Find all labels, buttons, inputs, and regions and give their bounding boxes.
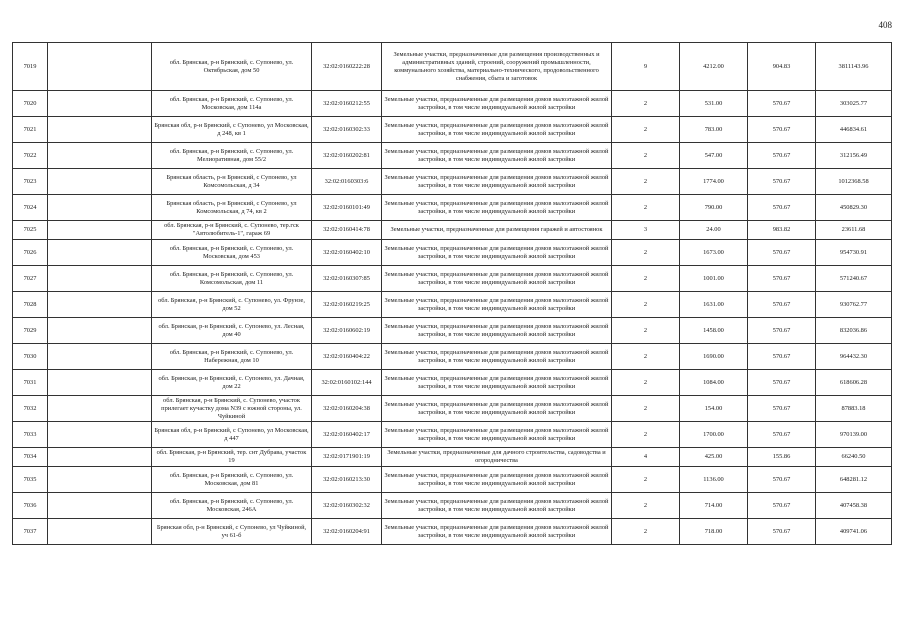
cadastral-value-cell: 446834.61 bbox=[816, 117, 892, 143]
blank-cell bbox=[48, 318, 152, 344]
area-cell: 154.00 bbox=[680, 396, 748, 422]
area-cell: 4212.00 bbox=[680, 43, 748, 91]
land-use-cell: Земельные участки, предназначенные для размещения домов малоэтажной жилой застройки, в том числе индивидуальной жилой застройки bbox=[382, 370, 612, 396]
row-number: 7036 bbox=[13, 493, 48, 519]
cadastral-number-cell: 32:02:0160102:144 bbox=[312, 370, 382, 396]
area-cell: 1700.00 bbox=[680, 422, 748, 448]
table-row bbox=[13, 292, 892, 318]
group-cell: 2 bbox=[612, 370, 680, 396]
cadastral-value-cell: 964432.30 bbox=[816, 344, 892, 370]
blank-cell bbox=[48, 195, 152, 221]
cadastral-number-cell: 32:02:0160204:91 bbox=[312, 519, 382, 545]
unit-value-cell: 570.67 bbox=[748, 169, 816, 195]
land-use-cell: Земельные участки, предназначенные для размещения домов малоэтажной жилой застройки, в том числе индивидуальной жилой застройки bbox=[382, 422, 612, 448]
cadastral-value-cell: 832036.86 bbox=[816, 318, 892, 344]
land-use-cell: Земельные участки, предназначенные для размещения домов малоэтажной жилой застройки, в том числе индивидуальной жилой застройки bbox=[382, 266, 612, 292]
cadastral-value-cell: 66240.50 bbox=[816, 448, 892, 467]
blank-cell bbox=[48, 266, 152, 292]
unit-value-cell: 570.67 bbox=[748, 519, 816, 545]
unit-value-cell: 570.67 bbox=[748, 143, 816, 169]
cadastral-number-cell: 32:02:0171901:19 bbox=[312, 448, 382, 467]
group-cell: 9 bbox=[612, 43, 680, 91]
group-cell: 2 bbox=[612, 519, 680, 545]
unit-value-cell: 570.67 bbox=[748, 117, 816, 143]
cadastral-number-cell: 32:02:0160213:30 bbox=[312, 467, 382, 493]
table-row bbox=[13, 169, 892, 195]
blank-cell bbox=[48, 117, 152, 143]
area-cell: 718.00 bbox=[680, 519, 748, 545]
address-cell: обл. Брянская, р-н Брянский, с. Супонево, ул. Московская, дом 114а bbox=[152, 91, 312, 117]
unit-value-cell: 570.67 bbox=[748, 266, 816, 292]
area-cell: 425.00 bbox=[680, 448, 748, 467]
cadastral-value-cell: 409741.06 bbox=[816, 519, 892, 545]
cadastral-number-cell: 32:02:0160402:17 bbox=[312, 422, 382, 448]
address-cell: Брянская область, р-н Брянский, с Супонево, ул Комсомольская, д 74, кв 2 bbox=[152, 195, 312, 221]
blank-cell bbox=[48, 292, 152, 318]
land-use-cell: Земельные участки, предназначенные для размещения домов малоэтажной жилой застройки, в том числе индивидуальной жилой застройки bbox=[382, 493, 612, 519]
address-cell: обл. Брянская, р-н Брянский, с. Супонево, ул. Октябрьская, дом 50 bbox=[152, 43, 312, 91]
table-row bbox=[13, 519, 892, 545]
area-cell: 531.00 bbox=[680, 91, 748, 117]
address-cell: обл. Брянская, р-н Брянский, тер. снт Дубрава, участок 19 bbox=[152, 448, 312, 467]
area-cell: 790.00 bbox=[680, 195, 748, 221]
row-number: 7023 bbox=[13, 169, 48, 195]
cadastral-value-cell: 312156.49 bbox=[816, 143, 892, 169]
row-number: 7026 bbox=[13, 240, 48, 266]
address-cell: обл. Брянская, р-н Брянский, с. Супонево, ул. Московская, дом 453 bbox=[152, 240, 312, 266]
cadastral-number-cell: 32:02:0160212:55 bbox=[312, 91, 382, 117]
cadastral-value-cell: 303025.77 bbox=[816, 91, 892, 117]
blank-cell bbox=[48, 370, 152, 396]
table-row bbox=[13, 448, 892, 467]
table-row bbox=[13, 91, 892, 117]
unit-value-cell: 570.67 bbox=[748, 493, 816, 519]
cadastral-number-cell: 32:02:0160101:49 bbox=[312, 195, 382, 221]
land-use-cell: Земельные участки, предназначенные для размещения домов малоэтажной жилой застройки, в том числе индивидуальной жилой застройки bbox=[382, 143, 612, 169]
address-cell: обл. Брянская, р-н Брянский, с. Супонево, ул. Дачная, дом 22 bbox=[152, 370, 312, 396]
group-cell: 2 bbox=[612, 195, 680, 221]
unit-value-cell: 570.67 bbox=[748, 240, 816, 266]
cadastral-value-cell: 3811143.96 bbox=[816, 43, 892, 91]
table-row bbox=[13, 43, 892, 91]
table-row bbox=[13, 195, 892, 221]
unit-value-cell: 570.67 bbox=[748, 370, 816, 396]
address-cell: Брянская обл, р-н Брянский, с Супонево, ул Московская, д 447 bbox=[152, 422, 312, 448]
cadastral-number-cell: 32:02:0160302:33 bbox=[312, 117, 382, 143]
row-number: 7034 bbox=[13, 448, 48, 467]
table-row bbox=[13, 318, 892, 344]
row-number: 7030 bbox=[13, 344, 48, 370]
unit-value-cell: 570.67 bbox=[748, 344, 816, 370]
area-cell: 1136.00 bbox=[680, 467, 748, 493]
land-use-cell: Земельные участки, предназначенные для размещения домов малоэтажной жилой застройки, в том числе индивидуальной жилой застройки bbox=[382, 292, 612, 318]
cadastral-value-cell: 618606.28 bbox=[816, 370, 892, 396]
table-row bbox=[13, 143, 892, 169]
address-cell: обл. Брянская, р-н Брянский, с. Супонево, ул. Мелиоративная, дом 55/2 bbox=[152, 143, 312, 169]
land-use-cell: Земельные участки, предназначенные для размещения домов малоэтажной жилой застройки, в том числе индивидуальной жилой застройки bbox=[382, 396, 612, 422]
unit-value-cell: 570.67 bbox=[748, 292, 816, 318]
cadastral-number-cell: 32:02:0160204:38 bbox=[312, 396, 382, 422]
group-cell: 2 bbox=[612, 91, 680, 117]
cadastral-number-cell: 32:02:0160303:6 bbox=[312, 169, 382, 195]
cadastral-value-cell: 648281.12 bbox=[816, 467, 892, 493]
cadastral-value-cell: 23611.68 bbox=[816, 221, 892, 240]
blank-cell bbox=[48, 43, 152, 91]
cadastral-registry-table bbox=[12, 42, 892, 545]
land-use-cell: Земельные участки, предназначенные для размещения гаражей и автостоянок bbox=[382, 221, 612, 240]
area-cell: 1001.00 bbox=[680, 266, 748, 292]
land-use-cell: Земельные участки, предназначенные для размещения домов малоэтажной жилой застройки, в том числе индивидуальной жилой застройки bbox=[382, 344, 612, 370]
unit-value-cell: 155.86 bbox=[748, 448, 816, 467]
row-number: 7019 bbox=[13, 43, 48, 91]
unit-value-cell: 904.83 bbox=[748, 43, 816, 91]
cadastral-value-cell: 954730.91 bbox=[816, 240, 892, 266]
table-row bbox=[13, 240, 892, 266]
cadastral-value-cell: 450829.30 bbox=[816, 195, 892, 221]
cadastral-number-cell: 32:02:0160302:32 bbox=[312, 493, 382, 519]
address-cell: Брянская обл, р-н Брянский, с Супонево, ул Чуйкиной, уч 61-б bbox=[152, 519, 312, 545]
address-cell: обл. Брянская, р-н Брянский, с. Супонево, ул. Московская, дом 81 bbox=[152, 467, 312, 493]
cadastral-number-cell: 32:02:0160307:85 bbox=[312, 266, 382, 292]
table-row bbox=[13, 344, 892, 370]
group-cell: 2 bbox=[612, 266, 680, 292]
group-cell: 2 bbox=[612, 422, 680, 448]
cadastral-value-cell: 930762.77 bbox=[816, 292, 892, 318]
address-cell: обл. Брянская, р-н Брянский, с. Супонево, ул. Московская, 246А bbox=[152, 493, 312, 519]
row-number: 7035 bbox=[13, 467, 48, 493]
group-cell: 2 bbox=[612, 467, 680, 493]
land-use-cell: Земельные участки, предназначенные для размещения производственных и административных зданий, строений, сооружений промышленности, коммунального хозяйства, материально-технического, продовольственного снабжения, сбыта и заготовок bbox=[382, 43, 612, 91]
blank-cell bbox=[48, 467, 152, 493]
row-number: 7020 bbox=[13, 91, 48, 117]
unit-value-cell: 570.67 bbox=[748, 422, 816, 448]
address-cell: обл. Брянская, р-н Брянский, с. Супонево, ул. Лесная, дом 40 bbox=[152, 318, 312, 344]
table-row bbox=[13, 396, 892, 422]
group-cell: 2 bbox=[612, 292, 680, 318]
cadastral-number-cell: 32:02:0160202:81 bbox=[312, 143, 382, 169]
address-cell: Брянская обл, р-н Брянский, с Супонево, ул Московская, д 248, кв 1 bbox=[152, 117, 312, 143]
area-cell: 783.00 bbox=[680, 117, 748, 143]
land-use-cell: Земельные участки, предназначенные для размещения домов малоэтажной жилой застройки, в том числе индивидуальной жилой застройки bbox=[382, 117, 612, 143]
land-use-cell: Земельные участки, предназначенные для размещения домов малоэтажной жилой застройки, в том числе индивидуальной жилой застройки bbox=[382, 195, 612, 221]
cadastral-number-cell: 32:02:0160222:28 bbox=[312, 43, 382, 91]
land-use-cell: Земельные участки, предназначенные для размещения домов малоэтажной жилой застройки, в том числе индивидуальной жилой застройки bbox=[382, 318, 612, 344]
group-cell: 2 bbox=[612, 143, 680, 169]
cadastral-number-cell: 32:02:0160219:25 bbox=[312, 292, 382, 318]
area-cell: 1084.00 bbox=[680, 370, 748, 396]
cadastral-value-cell: 407458.38 bbox=[816, 493, 892, 519]
address-cell: обл. Брянская, р-н Брянский, с. Супонево, ул. Набережная, дом 10 bbox=[152, 344, 312, 370]
table-row bbox=[13, 467, 892, 493]
cadastral-number-cell: 32:02:0160414:78 bbox=[312, 221, 382, 240]
blank-cell bbox=[48, 493, 152, 519]
group-cell: 2 bbox=[612, 169, 680, 195]
group-cell: 3 bbox=[612, 221, 680, 240]
area-cell: 24.00 bbox=[680, 221, 748, 240]
group-cell: 2 bbox=[612, 318, 680, 344]
row-number: 7021 bbox=[13, 117, 48, 143]
area-cell: 1458.00 bbox=[680, 318, 748, 344]
group-cell: 2 bbox=[612, 493, 680, 519]
group-cell: 2 bbox=[612, 396, 680, 422]
address-cell: Брянская область, р-н Брянский, с Супонево, ул Комсомольская, д 34 bbox=[152, 169, 312, 195]
cadastral-value-cell: 87883.18 bbox=[816, 396, 892, 422]
area-cell: 1631.00 bbox=[680, 292, 748, 318]
unit-value-cell: 570.67 bbox=[748, 195, 816, 221]
row-number: 7025 bbox=[13, 221, 48, 240]
land-use-cell: Земельные участки, предназначенные для размещения домов малоэтажной жилой застройки, в том числе индивидуальной жилой застройки bbox=[382, 91, 612, 117]
unit-value-cell: 983.82 bbox=[748, 221, 816, 240]
blank-cell bbox=[48, 396, 152, 422]
row-number: 7028 bbox=[13, 292, 48, 318]
unit-value-cell: 570.67 bbox=[748, 467, 816, 493]
cadastral-number-cell: 32:02:0160602:19 bbox=[312, 318, 382, 344]
row-number: 7029 bbox=[13, 318, 48, 344]
area-cell: 1690.00 bbox=[680, 344, 748, 370]
blank-cell bbox=[48, 169, 152, 195]
address-cell: обл. Брянская, р-н Брянский, с. Супонево, тер.гск "Автолюбитель-1", гараж 69 bbox=[152, 221, 312, 240]
table-body bbox=[13, 43, 892, 545]
group-cell: 4 bbox=[612, 448, 680, 467]
blank-cell bbox=[48, 221, 152, 240]
cadastral-number-cell: 32:02:0160402:10 bbox=[312, 240, 382, 266]
cadastral-number-cell: 32:02:0160404:22 bbox=[312, 344, 382, 370]
row-number: 7024 bbox=[13, 195, 48, 221]
blank-cell bbox=[48, 240, 152, 266]
group-cell: 2 bbox=[612, 117, 680, 143]
table-row bbox=[13, 422, 892, 448]
group-cell: 2 bbox=[612, 344, 680, 370]
unit-value-cell: 570.67 bbox=[748, 396, 816, 422]
blank-cell bbox=[48, 91, 152, 117]
row-number: 7022 bbox=[13, 143, 48, 169]
table-row bbox=[13, 493, 892, 519]
area-cell: 714.00 bbox=[680, 493, 748, 519]
blank-cell bbox=[48, 143, 152, 169]
table-row bbox=[13, 266, 892, 292]
unit-value-cell: 570.67 bbox=[748, 91, 816, 117]
area-cell: 547.00 bbox=[680, 143, 748, 169]
land-use-cell: Земельные участки, предназначенные для размещения домов малоэтажной жилой застройки, в том числе индивидуальной жилой застройки bbox=[382, 467, 612, 493]
address-cell: обл. Брянская, р-н Брянский, с. Супонево, ул. Фрунзе, дом 52 bbox=[152, 292, 312, 318]
table-row bbox=[13, 370, 892, 396]
blank-cell bbox=[48, 519, 152, 545]
unit-value-cell: 570.67 bbox=[748, 318, 816, 344]
blank-cell bbox=[48, 344, 152, 370]
table-row bbox=[13, 117, 892, 143]
area-cell: 1673.00 bbox=[680, 240, 748, 266]
blank-cell bbox=[48, 448, 152, 467]
row-number: 7027 bbox=[13, 266, 48, 292]
cadastral-value-cell: 571240.67 bbox=[816, 266, 892, 292]
row-number: 7032 bbox=[13, 396, 48, 422]
group-cell: 2 bbox=[612, 240, 680, 266]
area-cell: 1774.00 bbox=[680, 169, 748, 195]
land-use-cell: Земельные участки, предназначенные для дачного строительства, садоводства и огородничества bbox=[382, 448, 612, 467]
blank-cell bbox=[48, 422, 152, 448]
row-number: 7037 bbox=[13, 519, 48, 545]
page-number: 408 bbox=[878, 20, 892, 30]
table-row bbox=[13, 221, 892, 240]
land-use-cell: Земельные участки, предназначенные для размещения домов малоэтажной жилой застройки, в том числе индивидуальной жилой застройки bbox=[382, 240, 612, 266]
cadastral-value-cell: 1012368.58 bbox=[816, 169, 892, 195]
row-number: 7031 bbox=[13, 370, 48, 396]
row-number: 7033 bbox=[13, 422, 48, 448]
cadastral-value-cell: 970139.00 bbox=[816, 422, 892, 448]
address-cell: обл. Брянская, р-н Брянский, с. Супонево, ул. Комсомольская, дом 11 bbox=[152, 266, 312, 292]
address-cell: обл. Брянская, р-н Брянский, с. Супонево, участок прилегает кучастку дома N39 с южной стороны, ул. Чуйкиной bbox=[152, 396, 312, 422]
land-use-cell: Земельные участки, предназначенные для размещения домов малоэтажной жилой застройки, в том числе индивидуальной жилой застройки bbox=[382, 169, 612, 195]
land-use-cell: Земельные участки, предназначенные для размещения домов малоэтажной жилой застройки, в том числе индивидуальной жилой застройки bbox=[382, 519, 612, 545]
